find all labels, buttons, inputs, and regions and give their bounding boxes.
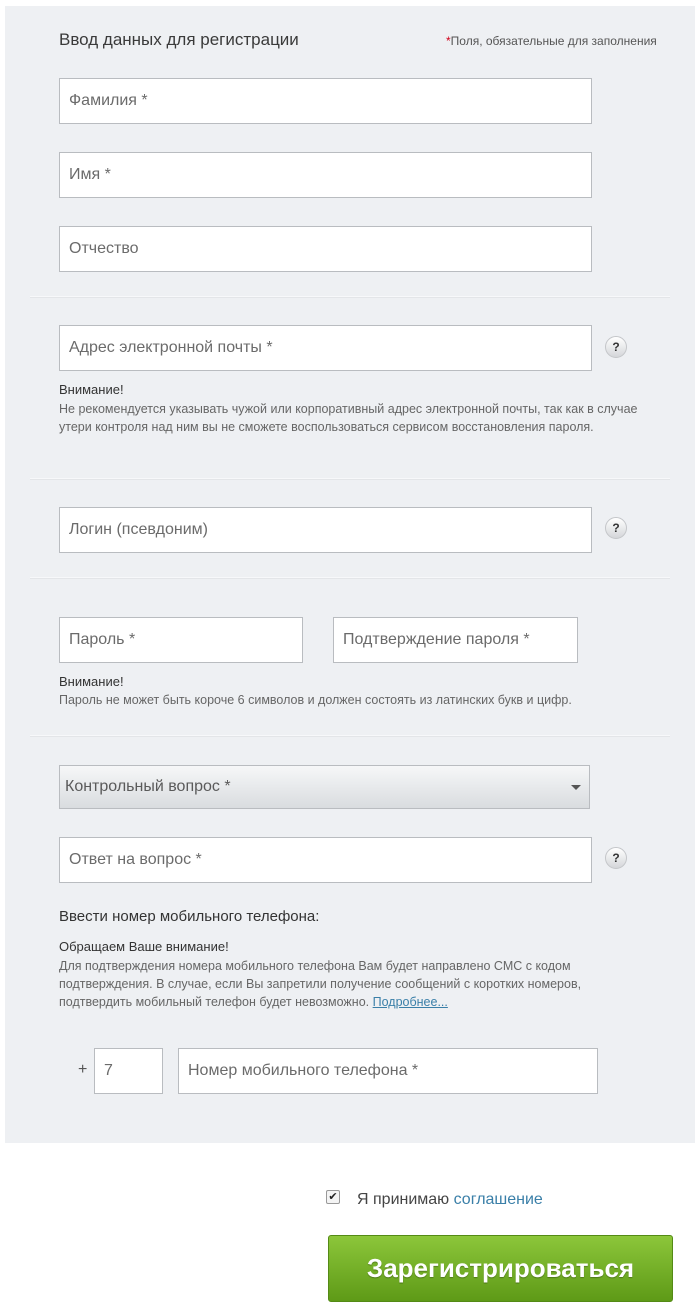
password-warning-title: Внимание! [59,674,124,689]
section-divider [30,478,670,479]
phone-notice [59,957,639,1011]
email-help-icon[interactable]: ? [605,336,627,358]
section-divider [30,735,670,736]
password-confirm-input[interactable]: Подтверждение пароля * [333,617,578,663]
agreement-label [357,1191,543,1209]
email-warning-title: Внимание! [59,382,124,397]
security-question-select[interactable] [59,765,590,809]
last-name-input[interactable]: Фамилия * [59,78,592,124]
phone-heading: Ввести номер мобильного телефона: [59,908,320,925]
email-input[interactable]: Адрес электронной почты * [59,325,592,371]
required-star: * [446,34,451,48]
agreement-link[interactable]: соглашение [453,1191,543,1208]
password-warning-text: Пароль не может быть короче 6 символов и должен состоять из латинских букв и цифр. [59,693,572,707]
email-warning-text: Не рекомендуется указывать чужой или корпоративный адрес электронной почты, так как в случае утери контроля над ним вы не сможете воспользоваться сервисом восстановления пароля. [59,402,638,434]
phone-notice-text: Для подтверждения номера мобильного телефона Вам будет направлено СМС с кодом подтверждения. В случае, если Вы запретили получение сообщений с коротких номеров, подтвердить мобильный телефон будет невозможно. [59,959,582,1009]
login-help-icon[interactable]: ? [605,517,627,539]
phone-number-input[interactable]: Номер мобильного телефона * [178,1048,598,1094]
chevron-down-icon [571,785,581,790]
middle-name-input[interactable]: Отчество [59,226,592,272]
agreement-text: Я принимаю [357,1191,450,1208]
form-title: Ввод данных для регистрации [59,30,299,49]
required-fields-note [446,34,657,48]
security-answer-input[interactable]: Ответ на вопрос * [59,837,592,883]
country-code-input[interactable]: 7 [94,1048,163,1094]
section-divider [30,577,670,578]
phone-plus-sign: + [78,1061,88,1078]
agreement-checkbox[interactable]: ✔ [326,1190,340,1204]
password-input[interactable]: Пароль * [59,617,303,663]
login-input[interactable]: Логин (псевдоним) [59,507,592,553]
required-note-text: Поля, обязательные для заполнения [450,34,657,48]
more-info-link[interactable]: Подробнее... [372,995,448,1009]
security-question-value: Контрольный вопрос * [65,778,231,795]
register-button[interactable]: Зарегистрироваться [328,1235,673,1302]
section-divider [30,296,670,297]
answer-help-icon[interactable]: ? [605,847,627,869]
first-name-input[interactable]: Имя * [59,152,592,198]
phone-notice-title: Обращаем Ваше внимание! [59,939,229,954]
